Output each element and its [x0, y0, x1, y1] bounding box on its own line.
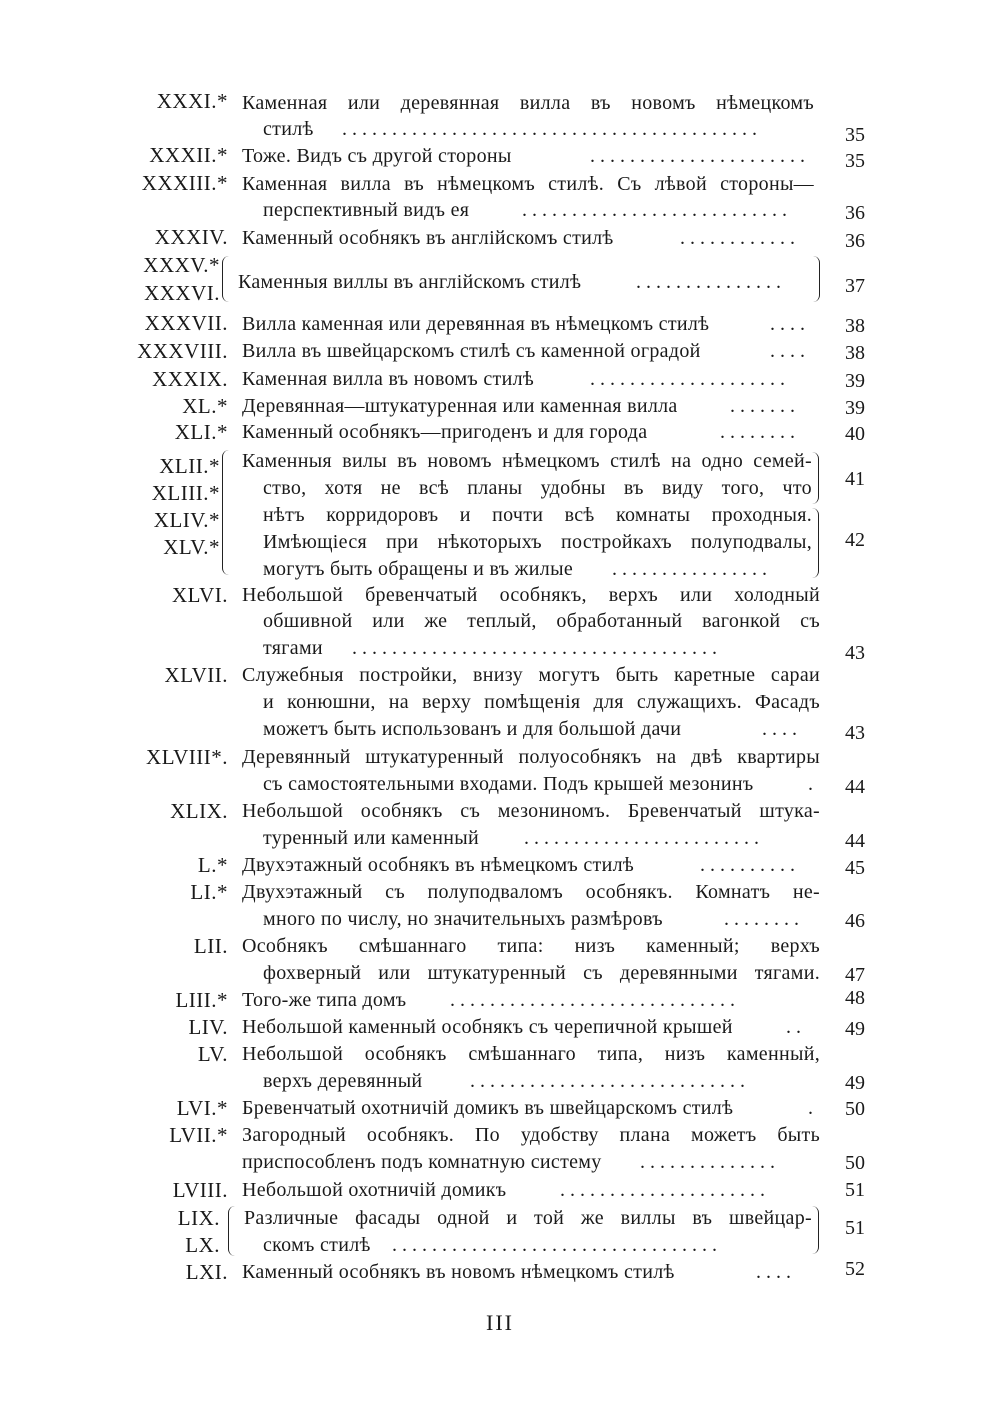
entry-title: Бревенчатый охотничій домикъ въ швейцарскомъ стилѣ [242, 1097, 734, 1119]
entry-number: XXXVI. [144, 281, 220, 305]
page-number: 44 [845, 830, 865, 852]
dot-leader: . . . . . . . . . . . . [680, 227, 795, 249]
entry-title-cont: верхъ деревянный [263, 1070, 423, 1092]
entry-title: Каменныя виллы въ англійскомъ стилѣ [238, 271, 582, 293]
dot-leader: . . [786, 1016, 801, 1038]
page-number: 36 [845, 230, 865, 252]
entry-number: XLVI. [172, 583, 228, 607]
right-brace [812, 508, 819, 578]
entry-number: XXXIII.* [141, 171, 228, 195]
page-number: 36 [845, 202, 865, 224]
entry-number: LVII.* [169, 1123, 228, 1147]
entry-title-cont: стилѣ [263, 118, 314, 140]
page-number: 50 [845, 1098, 865, 1120]
page-number: 40 [845, 423, 865, 445]
page-number: 44 [845, 776, 865, 798]
entry-number: XXXI.* [156, 89, 228, 113]
entry-number: LII. [193, 934, 228, 958]
entry-title: Того-же типа домъ [242, 989, 407, 1011]
entry-title: Каменный особнякъ—пригоденъ и для города [242, 421, 648, 443]
dot-leader: . . . . . . . . . . . . . . . . . . . . . . . . [524, 827, 759, 849]
entry-number: XL.* [182, 394, 228, 418]
dot-leader: . [808, 773, 813, 795]
entry-number: L.* [197, 853, 228, 877]
entry-title: Небольшой особнякъ смѣшаннаго типа, низъ каменный, [242, 1043, 820, 1065]
entry-title-cont: скомъ стилѣ [263, 1234, 371, 1256]
entry-title: Деревянный штукатуренный полуособнякъ на двѣ квартиры [242, 746, 820, 768]
left-brace [222, 450, 229, 575]
entry-number: LX. [185, 1233, 220, 1257]
left-brace [228, 1206, 235, 1256]
page-number: 42 [845, 529, 865, 551]
entry-number: XLIX. [170, 799, 228, 823]
entry-title: Двухэтажный особнякъ въ нѣмецкомъ стилѣ [242, 854, 635, 876]
entry-title-cont: можетъ быть использованъ и для большой дачи [263, 718, 682, 740]
entry-title-cont: много по числу, но значительныхъ размѣровъ [263, 908, 663, 930]
entry-number: LV. [197, 1042, 228, 1066]
page-number: 39 [845, 397, 865, 419]
page-number: 37 [845, 275, 865, 297]
dot-leader: . . . . . . . . . . . . . . . . . . . . . . . . . . . . . [450, 989, 735, 1011]
entry-title-cont: могутъ быть обращены и въ жилые [263, 558, 573, 580]
right-brace [812, 1206, 819, 1254]
entry-title: Двухэтажный съ полуподваломъ особнякъ. Комнатъ не- [242, 881, 820, 903]
entry-number: XLV.* [163, 535, 220, 559]
entry-title-cont: нѣтъ корридоровъ и почти всѣ комнаты проходныя. [263, 504, 812, 526]
entry-title-cont: туренный или каменный [263, 827, 479, 849]
entry-number: XXXVII. [144, 311, 228, 335]
dot-leader: . . . . . . . [730, 395, 795, 417]
entry-title: Вилла каменная или деревянная въ нѣмецкомъ стилѣ [242, 313, 710, 335]
page-number: 52 [845, 1258, 865, 1280]
page-number: 49 [845, 1018, 865, 1040]
entry-number: XLIV.* [153, 508, 220, 532]
page-footer-number: III [486, 1310, 514, 1335]
entry-title: Особнякъ смѣшаннаго типа: низъ каменный; верхъ [242, 935, 820, 957]
entry-title: Тоже. Видъ съ другой стороны [242, 145, 512, 167]
entry-number: LVIII. [172, 1178, 228, 1202]
dot-leader: . . . . [770, 340, 805, 362]
page-number: 46 [845, 910, 865, 932]
entry-title: Небольшой особнякъ съ мезониномъ. Бревенчатый штука- [242, 800, 820, 822]
entry-title-cont: перспективный видъ ея [263, 199, 470, 221]
entry-title-cont: обшивной или же теплый, обработанный вагонкой съ [263, 610, 820, 632]
entry-title-cont: Имѣющіеся при нѣкоторыхъ постройкахъ полуподвалы, [263, 531, 812, 553]
entry-number: XLVII. [164, 663, 228, 687]
entry-number: XLI.* [174, 420, 228, 444]
page-number: 51 [845, 1179, 865, 1201]
entry-title: Каменная вилла въ новомъ стилѣ [242, 368, 535, 390]
entry-title-cont: тягами [263, 637, 323, 659]
entry-title: Небольшой бревенчатый особнякъ, верхъ или холодный [242, 584, 820, 606]
page-number: 43 [845, 642, 865, 664]
entry-number: XXXV.* [143, 253, 220, 277]
entry-title-cont: съ самостоятельными входами. Подъ крышей мезонинъ [263, 773, 754, 795]
page-number: 43 [845, 722, 865, 744]
right-brace [812, 452, 819, 504]
dot-leader: . . . . . . . . [720, 421, 795, 443]
dot-leader: . . . . . . . . . . [700, 854, 795, 876]
dot-leader: . . . . . . . . . . . . . . . . [612, 558, 767, 580]
entry-title-cont: фохверный или штукатуренный съ деревянными тягами. [263, 962, 820, 984]
entry-number: XXXIV. [154, 225, 228, 249]
page-number: 50 [845, 1152, 865, 1174]
entry-number: XLVIII*. [146, 745, 228, 769]
entry-title: Служебныя постройки, внизу могутъ быть каретные сараи [242, 664, 820, 686]
entry-title: Небольшой каменный особнякъ съ черепичной крышей [242, 1016, 733, 1038]
page-number: 48 [845, 987, 865, 1009]
page-number: 35 [845, 150, 865, 172]
page-number: 51 [845, 1217, 865, 1239]
dot-leader: . . . . [756, 1261, 791, 1283]
entry-number: XXXVIII. [137, 339, 228, 363]
left-brace [222, 256, 229, 302]
dot-leader: . . . . . . . . . . . . . . . . . . . . . . . . . . . . . . . . . [392, 1234, 717, 1256]
entry-title: Деревянная—штукатуренная или каменная вилла [242, 395, 678, 417]
page-number: 41 [845, 468, 865, 490]
entry-number: XLIII.* [151, 481, 220, 505]
page-number: 49 [845, 1072, 865, 1094]
dot-leader: . . . . . . . . . . . . . . . . . . . . [590, 368, 785, 390]
page-number: 35 [845, 124, 865, 146]
entry-title: Каменная или деревянная вилла въ новомъ нѣмецкомъ [242, 92, 814, 114]
dot-leader: . . . . . . . . [724, 908, 799, 930]
dot-leader: . . . . . . . . . . . . . . . . . . . . . . . . . . . . . . . . . . . . . [352, 637, 717, 659]
entry-title-cont: и конюшни, на верху помѣщенія для служащихъ. Фасадъ [263, 691, 820, 713]
entry-title: Вилла въ швейцарскомъ стилѣ съ каменной оградой [242, 340, 701, 362]
dot-leader: . . . . . . . . . . . . . . . . . . . . . . . . . . . . . . . . . . . . . . . . . . [342, 118, 757, 140]
entry-number: LIX. [177, 1206, 220, 1230]
entry-title: Различные фасады одной и той же виллы въ швейцар- [244, 1207, 812, 1229]
page-number: 39 [845, 370, 865, 392]
dot-leader: . . . . . . . . . . . . . . . . . . . . . . [590, 145, 805, 167]
dot-leader: . . . . . . . . . . . . . . [640, 1151, 775, 1173]
dot-leader: . . . . . . . . . . . . . . . . . . . . . [560, 1179, 765, 1201]
dot-leader: . . . . [770, 313, 805, 335]
entry-title-cont: приспособленъ подъ комнатную систему [242, 1151, 602, 1173]
entry-title: Небольшой охотничій домикъ [242, 1179, 507, 1201]
entry-number: LXI. [185, 1260, 228, 1284]
dot-leader: . [808, 1097, 813, 1119]
entry-number: XXXIX. [152, 367, 228, 391]
right-brace [813, 256, 820, 302]
dot-leader: . . . . [762, 718, 797, 740]
page-number: 38 [845, 315, 865, 337]
entry-title: Каменныя вилы въ новомъ нѣмецкомъ стилѣ на одно семей- [242, 450, 812, 472]
entry-number: LVI.* [176, 1096, 228, 1120]
entry-title: Каменная вилла въ нѣмецкомъ стилѣ. Съ лѣвой стороны— [242, 173, 814, 195]
dot-leader: . . . . . . . . . . . . . . . . . . . . . . . . . . . [522, 199, 787, 221]
entry-number: XLII.* [159, 454, 220, 478]
entry-number: LIV. [188, 1015, 228, 1039]
page-number: 45 [845, 857, 865, 879]
dot-leader: . . . . . . . . . . . . . . . . . . . . . . . . . . . . [470, 1070, 745, 1092]
dot-leader: . . . . . . . . . . . . . . . [636, 271, 781, 293]
entry-title-cont: ство, хотя не всѣ планы удобны въ виду того, что [263, 477, 812, 499]
entry-title: Каменный особнякъ въ новомъ нѣмецкомъ стилѣ [242, 1261, 675, 1283]
page-number: 47 [845, 964, 865, 986]
entry-number: XXXII.* [149, 143, 228, 167]
entry-title: Загородный особнякъ. По удобству плана можетъ быть [242, 1124, 820, 1146]
page-number: 38 [845, 342, 865, 364]
entry-title: Каменный особнякъ въ англійскомъ стилѣ [242, 227, 614, 249]
entry-number: LI.* [190, 880, 228, 904]
entry-number: LIII.* [175, 988, 228, 1012]
